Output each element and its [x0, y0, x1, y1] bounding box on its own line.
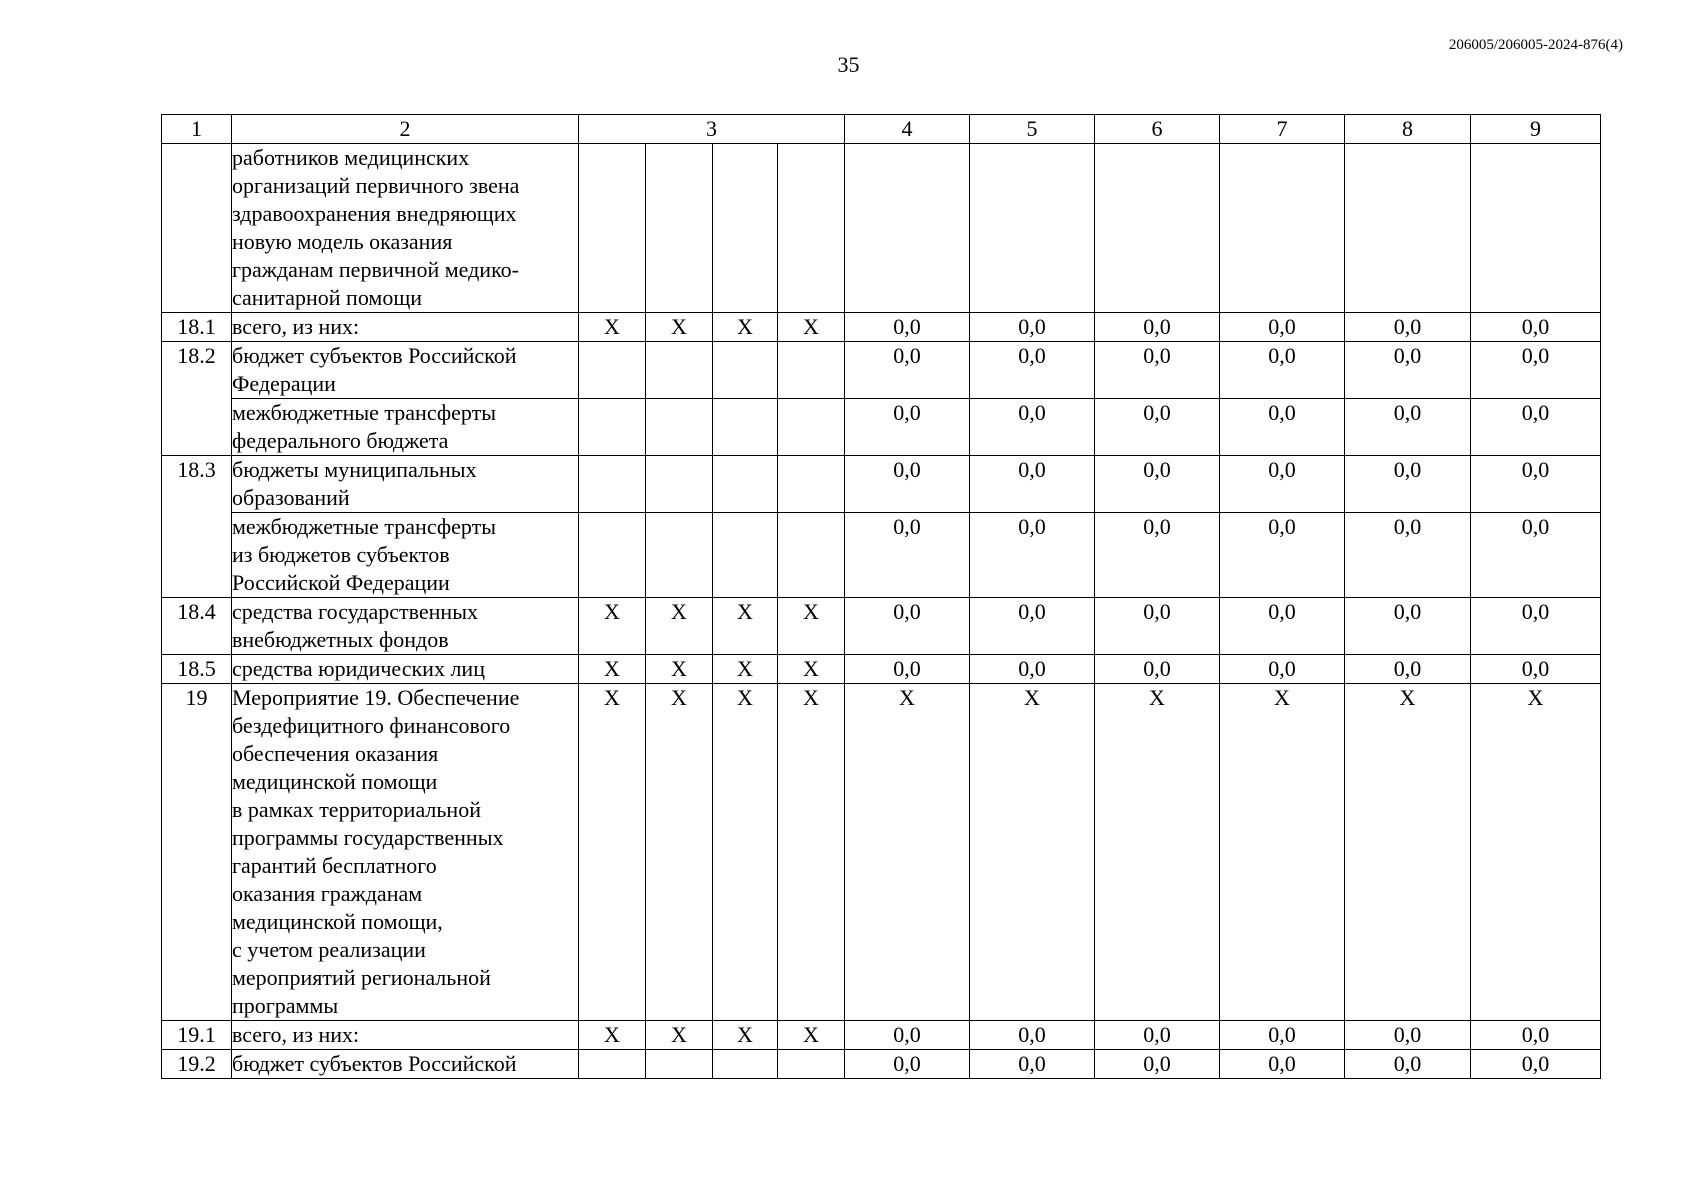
header-cell: 2: [232, 115, 579, 144]
column-3-subcell: [646, 144, 713, 313]
value-cell-col-8: 0,0: [1345, 456, 1471, 513]
value-cell-col-6: 0,0: [1095, 399, 1220, 456]
column-3-subcell: [579, 144, 646, 313]
column-3-subcell: [579, 342, 646, 399]
value-cell-col-5: [970, 144, 1095, 313]
column-3-subcell: [713, 513, 778, 598]
value-cell-col-8: 0,0: [1345, 655, 1471, 684]
row-description-cell: бюджет субъектов Российской Федерации: [232, 342, 579, 399]
document-id: 206005/206005-2024-876(4): [1448, 37, 1623, 53]
value-cell-col-6: 0,0: [1095, 598, 1220, 655]
column-3-subcell: [778, 513, 845, 598]
header-cell: 5: [970, 115, 1095, 144]
value-cell-col-5: 0,0: [970, 456, 1095, 513]
table-row: [162, 342, 1601, 399]
column-3-subcell: [778, 456, 845, 513]
value-cell-col-9: 0,0: [1471, 513, 1601, 598]
value-cell-col-5: 0,0: [970, 1050, 1095, 1079]
column-3-subcell: [713, 456, 778, 513]
header-cell: 3: [579, 115, 845, 144]
value-cell-col-4: 0,0: [845, 655, 970, 684]
table-row: [162, 513, 1601, 598]
table-row: [162, 1021, 1601, 1050]
value-cell-col-4: 0,0: [845, 456, 970, 513]
column-3-subcell: [713, 144, 778, 313]
column-3-subcell: X: [778, 684, 845, 1021]
column-3-subcell: X: [646, 1021, 713, 1050]
table-row: [162, 655, 1601, 684]
value-cell-col-9: X: [1471, 684, 1601, 1021]
value-cell-col-6: 0,0: [1095, 1021, 1220, 1050]
value-cell-col-7: 0,0: [1220, 342, 1345, 399]
column-3-subcell: [778, 342, 845, 399]
page-number: 35: [837, 52, 860, 77]
value-cell-col-6: 0,0: [1095, 1050, 1220, 1079]
value-cell-col-4: 0,0: [845, 598, 970, 655]
value-cell-col-9: [1471, 144, 1601, 313]
column-3-subcell: X: [713, 598, 778, 655]
column-3-subcell: [713, 342, 778, 399]
value-cell-col-4: 0,0: [845, 1021, 970, 1050]
value-cell-col-5: 0,0: [970, 598, 1095, 655]
header-cell: 4: [845, 115, 970, 144]
value-cell-col-5: 0,0: [970, 342, 1095, 399]
value-cell-col-8: [1345, 144, 1471, 313]
value-cell-col-6: 0,0: [1095, 342, 1220, 399]
value-cell-col-9: 0,0: [1471, 456, 1601, 513]
value-cell-col-9: 0,0: [1471, 655, 1601, 684]
column-3-subcell: [646, 1050, 713, 1079]
value-cell-col-8: 0,0: [1345, 598, 1471, 655]
row-description-cell: средства государственных внебюджетных фондов: [232, 598, 579, 655]
table-row: [162, 684, 1601, 1021]
value-cell-col-5: X: [970, 684, 1095, 1021]
value-cell-col-8: 0,0: [1345, 313, 1471, 342]
column-3-subcell: [778, 399, 845, 456]
column-3-subcell: [646, 342, 713, 399]
column-3-subcell: [646, 456, 713, 513]
row-description-cell: всего, из них:: [232, 313, 579, 342]
column-3-subcell: [778, 144, 845, 313]
value-cell-col-7: 0,0: [1220, 655, 1345, 684]
value-cell-col-8: 0,0: [1345, 1021, 1471, 1050]
table-row: [162, 399, 1601, 456]
value-cell-col-5: 0,0: [970, 513, 1095, 598]
column-3-subcell: X: [579, 1021, 646, 1050]
value-cell-col-4: [845, 144, 970, 313]
row-number-cell: 18.2: [162, 342, 232, 456]
column-3-subcell: [713, 1050, 778, 1079]
value-cell-col-5: 0,0: [970, 313, 1095, 342]
header-cell: 7: [1220, 115, 1345, 144]
column-3-subcell: [579, 399, 646, 456]
table-row: [162, 144, 1601, 313]
value-cell-col-5: 0,0: [970, 1021, 1095, 1050]
value-cell-col-7: [1220, 144, 1345, 313]
column-3-subcell: [579, 1050, 646, 1079]
column-3-subcell: [713, 399, 778, 456]
column-3-subcell: X: [646, 684, 713, 1021]
column-3-subcell: X: [713, 655, 778, 684]
row-description-cell: межбюджетные трансферты из бюджетов субъектов Российской Федерации: [232, 513, 579, 598]
value-cell-col-9: 0,0: [1471, 399, 1601, 456]
value-cell-col-7: 0,0: [1220, 598, 1345, 655]
row-number-cell: 19.2: [162, 1050, 232, 1079]
value-cell-col-6: X: [1095, 684, 1220, 1021]
column-3-subcell: X: [713, 684, 778, 1021]
value-cell-col-6: 0,0: [1095, 655, 1220, 684]
row-description-cell: Мероприятие 19. Обеспечение бездефицитного финансового обеспечения оказания медицинской помощи в рамках территориальной программы государственных гарантий бесплатного оказания гражданам медицинской помощи, с учетом реализации мероприятий региональной программы: [232, 684, 579, 1021]
column-3-subcell: X: [579, 655, 646, 684]
value-cell-col-4: 0,0: [845, 513, 970, 598]
value-cell-col-6: 0,0: [1095, 313, 1220, 342]
row-description-cell: межбюджетные трансферты федерального бюджета: [232, 399, 579, 456]
column-3-subcell: X: [646, 598, 713, 655]
row-number-cell: 19: [162, 684, 232, 1021]
row-description-cell: средства юридических лиц: [232, 655, 579, 684]
value-cell-col-4: 0,0: [845, 399, 970, 456]
column-3-subcell: X: [778, 598, 845, 655]
column-3-subcell: X: [646, 313, 713, 342]
value-cell-col-4: 0,0: [845, 342, 970, 399]
row-description-cell: бюджеты муниципальных образований: [232, 456, 579, 513]
table-row: [162, 598, 1601, 655]
row-number-cell: 18.3: [162, 456, 232, 598]
value-cell-col-7: X: [1220, 684, 1345, 1021]
value-cell-col-9: 0,0: [1471, 598, 1601, 655]
value-cell-col-7: 0,0: [1220, 1021, 1345, 1050]
column-3-subcell: [579, 456, 646, 513]
column-3-subcell: X: [778, 1021, 845, 1050]
table-header-row: [162, 115, 1601, 144]
column-3-subcell: X: [646, 655, 713, 684]
value-cell-col-7: 0,0: [1220, 1050, 1345, 1079]
header-cell: 8: [1345, 115, 1471, 144]
value-cell-col-8: 0,0: [1345, 399, 1471, 456]
value-cell-col-7: 0,0: [1220, 513, 1345, 598]
header-cell: 6: [1095, 115, 1220, 144]
value-cell-col-7: 0,0: [1220, 456, 1345, 513]
column-3-subcell: X: [713, 1021, 778, 1050]
column-3-subcell: X: [778, 313, 845, 342]
value-cell-col-5: 0,0: [970, 399, 1095, 456]
column-3-subcell: X: [579, 684, 646, 1021]
row-number-cell: 19.1: [162, 1021, 232, 1050]
column-3-subcell: X: [579, 313, 646, 342]
column-3-subcell: X: [713, 313, 778, 342]
value-cell-col-5: 0,0: [970, 655, 1095, 684]
row-number-cell: 18.5: [162, 655, 232, 684]
value-cell-col-4: 0,0: [845, 1050, 970, 1079]
value-cell-col-8: 0,0: [1345, 513, 1471, 598]
header-cell: 9: [1471, 115, 1601, 144]
table-row: [162, 456, 1601, 513]
value-cell-col-9: 0,0: [1471, 1021, 1601, 1050]
value-cell-col-7: 0,0: [1220, 399, 1345, 456]
row-number-cell: 18.1: [162, 313, 232, 342]
value-cell-col-8: 0,0: [1345, 342, 1471, 399]
header-cell: 1: [162, 115, 232, 144]
budget-table: [161, 114, 1601, 1079]
table-row: [162, 313, 1601, 342]
column-3-subcell: [579, 513, 646, 598]
column-3-subcell: [646, 513, 713, 598]
value-cell-col-8: 0,0: [1345, 1050, 1471, 1079]
value-cell-col-4: X: [845, 684, 970, 1021]
table-row: [162, 1050, 1601, 1079]
column-3-subcell: X: [778, 655, 845, 684]
column-3-subcell: [778, 1050, 845, 1079]
value-cell-col-6: 0,0: [1095, 513, 1220, 598]
value-cell-col-6: 0,0: [1095, 456, 1220, 513]
column-3-subcell: [646, 399, 713, 456]
row-description-cell: бюджет субъектов Российской: [232, 1050, 579, 1079]
row-description-cell: работников медицинских организаций первичного звена здравоохранения внедряющих новую модель оказания гражданам первичной медико- санитарной помощи: [232, 144, 579, 313]
value-cell-col-7: 0,0: [1220, 313, 1345, 342]
column-3-subcell: X: [579, 598, 646, 655]
value-cell-col-9: 0,0: [1471, 1050, 1601, 1079]
value-cell-col-8: X: [1345, 684, 1471, 1021]
value-cell-col-9: 0,0: [1471, 342, 1601, 399]
value-cell-col-4: 0,0: [845, 313, 970, 342]
row-number-cell: 18.4: [162, 598, 232, 655]
row-number-cell: [162, 144, 232, 313]
row-description-cell: всего, из них:: [232, 1021, 579, 1050]
value-cell-col-9: 0,0: [1471, 313, 1601, 342]
value-cell-col-6: [1095, 144, 1220, 313]
